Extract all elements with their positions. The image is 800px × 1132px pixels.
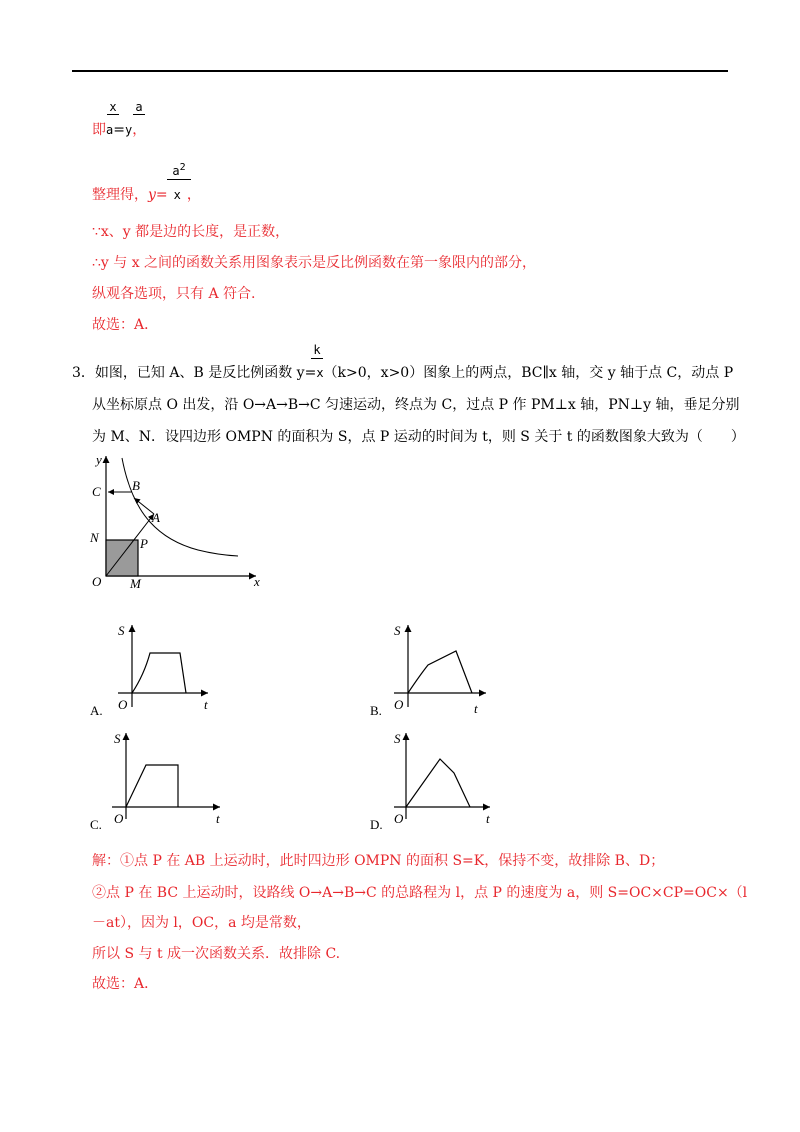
sol2-line2-y: y= (148, 187, 168, 203)
option-B-letter[interactable]: B. (370, 703, 382, 718)
option-C-letter[interactable]: C. (90, 817, 102, 832)
header-rule (72, 70, 728, 72)
label-O: O (92, 574, 102, 589)
label-C: C (92, 484, 101, 499)
label-P: P (140, 536, 148, 551)
option-D-label-S: S (394, 731, 401, 746)
option-B-label-O: O (394, 697, 404, 712)
sol2-line4: ∴y 与 x 之间的函数关系用图象表示是反比例函数在第一象限内的部分， (92, 255, 537, 271)
label-N: N (90, 530, 99, 545)
option-B-label-S: S (394, 623, 401, 638)
answer-line4: 所以 S 与 t 成一次函数关系．故排除 C. (92, 946, 341, 962)
option-C-graph (88, 725, 238, 835)
option-C-label-S: S (114, 731, 121, 746)
option-D-graph (368, 725, 518, 835)
q3-frac-numerator: k (311, 343, 323, 359)
path-A-to-B (134, 498, 154, 514)
label-y: y (96, 452, 102, 467)
answer-line2: ②点 P 在 BC 上运动时，设路线 O→A→B→C 的总路程为 l，点 P 的速度为 a，则 S=OC×CP=OC×（l (92, 885, 748, 901)
equals-sign: = (113, 122, 125, 138)
option-A-graph (88, 615, 228, 725)
sol2-line1-suffix: ， (132, 122, 147, 138)
q3-line1-part-b: （k>0，x>0）图象上的两点，BC∥x 轴，交 y 轴于点 C，动点 P (323, 365, 734, 381)
option-C-curve (126, 765, 178, 807)
frac3-numerator: a (172, 164, 180, 178)
option-C-label-O: O (114, 811, 124, 826)
option-B-curve (408, 651, 472, 693)
frac3-exponent: 2 (179, 162, 186, 173)
option-D-label-O: O (394, 811, 404, 826)
option-A-label-O: O (118, 697, 128, 712)
option-D-letter[interactable]: D. (370, 817, 383, 832)
label-B: B (132, 478, 140, 493)
option-C-label-t: t (216, 811, 220, 826)
frac2-numerator: a (133, 100, 145, 115)
option-A-curve (132, 653, 186, 693)
option-A-label-t: t (204, 697, 208, 712)
answer-line3: －at），因为 l，OC，a 均是常数， (92, 915, 311, 931)
sol2-line6: 故选：A． (92, 317, 159, 333)
sol2-line5: 纵观各选项，只有 A 符合. (92, 286, 256, 302)
frac1-denominator: a (106, 123, 114, 137)
label-x: x (254, 574, 260, 589)
option-A-letter[interactable]: A. (90, 703, 103, 718)
q3-line1 (72, 362, 733, 382)
q3-line1-part-a: 如图，已知 A、B 是反比例函数 y= (94, 365, 317, 381)
sol2-line2-prefix: 整理得， (92, 187, 148, 203)
frac1-numerator: x (107, 100, 119, 115)
sol2-line2 (92, 184, 201, 204)
fraction-x-over-a (107, 100, 119, 115)
q3-frac-denominator: x (316, 366, 324, 380)
sol2-line2-suffix: ， (186, 187, 201, 203)
option-D-label-t: t (486, 811, 490, 826)
label-M: M (130, 576, 141, 590)
fraction-a-over-y (133, 100, 145, 115)
sol2-line3: ∵x、y 都是边的长度，是正数， (92, 224, 290, 240)
label-A: A (152, 510, 160, 525)
sol2-line1-prefix: 即 (92, 122, 106, 138)
q3-line2: 从坐标原点 O 出发，沿 O→A→B→C 匀速运动，终点为 C，过点 P 作 PM⊥x 轴，PN⊥y 轴，垂足分别 (92, 397, 740, 413)
frac2-denominator: y (124, 123, 133, 137)
frac3-denominator: x (173, 188, 181, 202)
main-figure (88, 450, 268, 590)
option-B-graph (368, 615, 508, 725)
fraction-k-over-x (311, 343, 323, 359)
question-number: 3． (72, 365, 95, 381)
option-D-curve (406, 759, 470, 807)
answer-line5: 故选：A． (92, 976, 159, 992)
fraction-a2-over-x (167, 160, 191, 180)
answer-line1: 解：①点 P 在 AB 上运动时，此时四边形 OMPN 的面积 S=K，保持不变，故排除 B、D； (92, 853, 665, 869)
q3-line3: 为 M、N．设四边形 OMPN 的面积为 S，点 P 运动的时间为 t，则 S 关于 t 的函数图象大致为（ ） (92, 429, 745, 445)
option-B-label-t: t (474, 701, 478, 716)
option-A-label-S: S (118, 623, 125, 638)
sol2-line1 (92, 119, 146, 139)
